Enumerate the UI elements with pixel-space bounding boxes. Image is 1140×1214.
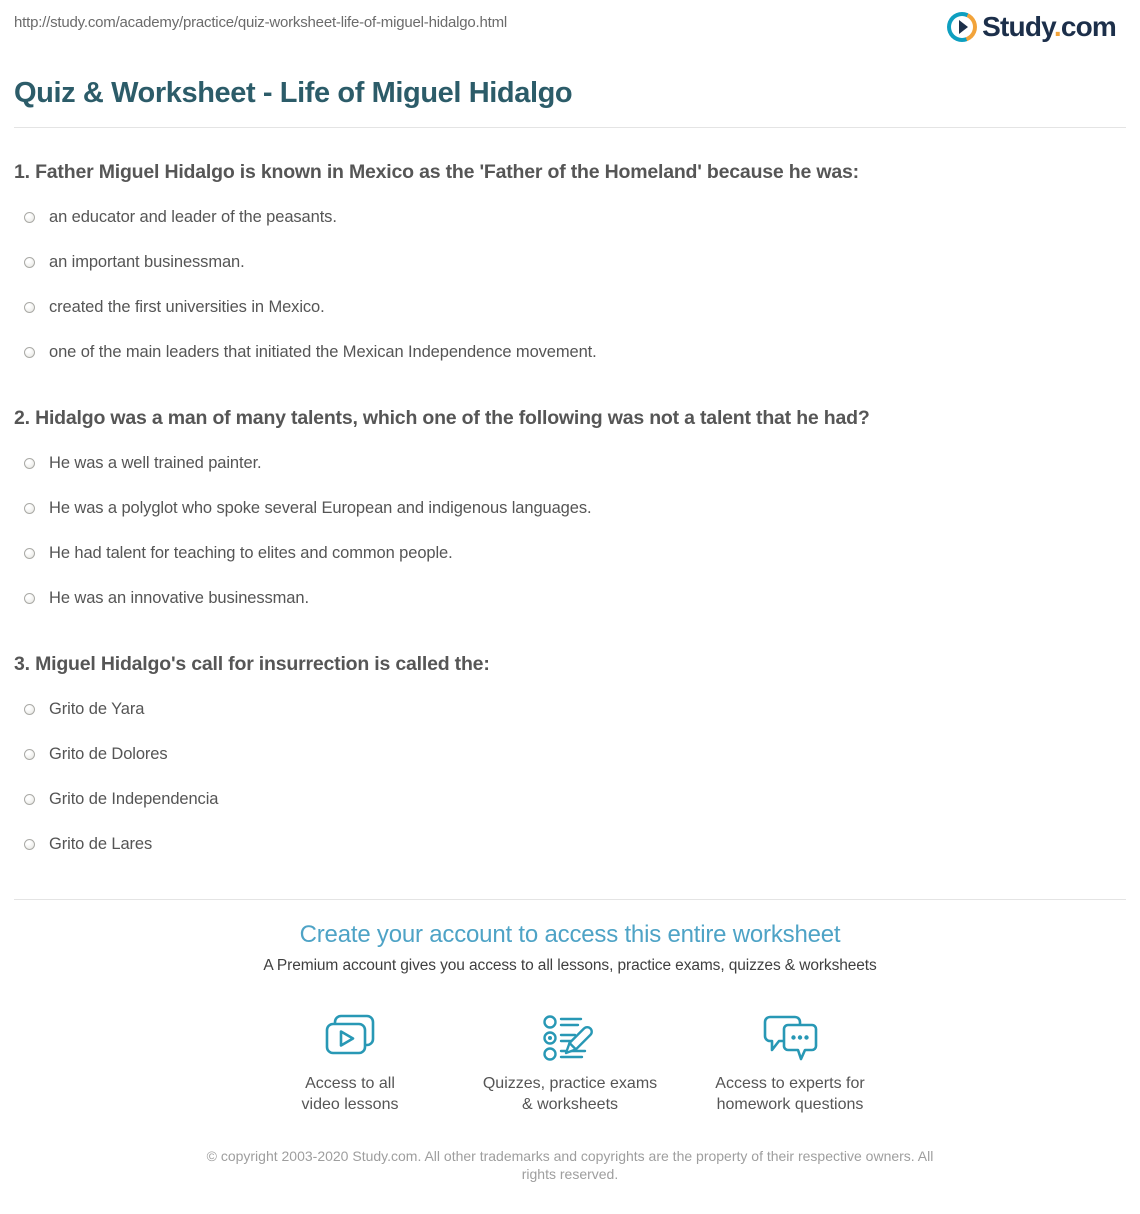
answer-option[interactable]: [14, 253, 1126, 272]
copyright-notice: © copyright 2003-2020 Study.com. All other trademarks and copyrights are the property of their respective owners. All rights reserved.: [206, 1148, 934, 1183]
feature-label-line2: homework questions: [716, 1096, 864, 1114]
answer-option[interactable]: [14, 298, 1126, 317]
answer-option[interactable]: [14, 745, 1126, 764]
answer-option[interactable]: [14, 589, 1126, 608]
quizzes-worksheets-icon: [472, 1012, 668, 1064]
studycom-logo-text: [982, 11, 1116, 43]
answer-option-label: Grito de Lares: [49, 835, 153, 853]
studycom-logo[interactable]: [947, 11, 1116, 43]
radio-button[interactable]: [24, 704, 35, 715]
answer-option-label: one of the main leaders that initiated the Mexican Independence movement.: [49, 343, 597, 361]
answer-option[interactable]: [14, 343, 1126, 362]
answer-option-label: Grito de Dolores: [49, 745, 168, 763]
radio-button[interactable]: [24, 749, 35, 760]
question-text: 3. Miguel Hidalgo's call for insurrection is called the:: [14, 653, 490, 675]
answer-option[interactable]: [14, 835, 1126, 854]
video-lessons-icon: [252, 1012, 448, 1064]
radio-button[interactable]: [24, 548, 35, 559]
radio-button[interactable]: [24, 257, 35, 268]
features-row: [0, 1012, 1140, 1115]
page-header: [0, 0, 1140, 43]
page-url: http://study.com/academy/practice/quiz-worksheet-life-of-miguel-hidalgo.html: [14, 14, 508, 31]
signup-heading: Create your account to access this entire worksheet: [299, 921, 841, 948]
answer-option-label: He was a well trained painter.: [49, 454, 262, 472]
question-1: [14, 161, 1126, 362]
radio-button[interactable]: [24, 212, 35, 223]
chat-experts-icon: [692, 1012, 888, 1064]
answer-option[interactable]: [14, 790, 1126, 809]
question-text: 1. Father Miguel Hidalgo is known in Mexico as the 'Father of the Homeland' because he was:: [14, 161, 859, 183]
answer-option-label: He was an innovative businessman.: [49, 589, 309, 607]
feature-label-line2: & worksheets: [521, 1096, 619, 1114]
answer-option[interactable]: [14, 208, 1126, 227]
feature-expert-chat: [692, 1012, 888, 1115]
feature-label-line1: Access to all: [305, 1075, 395, 1092]
answer-option-label: Grito de Yara: [49, 700, 145, 718]
answer-option[interactable]: [14, 454, 1126, 473]
answer-option-label: an important businessman.: [49, 253, 245, 271]
feature-label: [692, 1073, 888, 1115]
quiz-body: [0, 161, 1140, 854]
feature-label-line2: video lessons: [301, 1096, 399, 1114]
answer-option[interactable]: [14, 700, 1126, 719]
logo-word-com: com: [1060, 11, 1116, 42]
feature-label: [252, 1073, 448, 1115]
answer-option[interactable]: [14, 544, 1126, 563]
answer-option[interactable]: [14, 499, 1126, 518]
question-2: [14, 407, 1126, 608]
title-divider: [14, 127, 1126, 128]
answer-option-label: He was a polyglot who spoke several European and indigenous languages.: [49, 499, 592, 517]
answer-option-label: created the first universities in Mexico.: [49, 298, 325, 316]
answer-option-label: He had talent for teaching to elites and common people.: [49, 544, 453, 562]
signup-subheading: A Premium account gives you access to all lessons, practice exams, quizzes & worksheets: [263, 957, 877, 974]
radio-button[interactable]: [24, 593, 35, 604]
radio-button[interactable]: [24, 302, 35, 313]
feature-label: [472, 1073, 668, 1115]
feature-label-line1: Quizzes, practice exams: [482, 1075, 658, 1092]
answer-option-label: an educator and leader of the peasants.: [49, 208, 337, 226]
page-title: Quiz & Worksheet - Life of Miguel Hidalgo: [14, 77, 573, 109]
logo-word-study: Study: [982, 11, 1054, 42]
radio-button[interactable]: [24, 794, 35, 805]
signup-banner: [0, 900, 1140, 975]
feature-quizzes-worksheets: [472, 1012, 668, 1115]
question-3: [14, 653, 1126, 854]
radio-button[interactable]: [24, 347, 35, 358]
radio-button[interactable]: [24, 839, 35, 850]
radio-button[interactable]: [24, 458, 35, 469]
question-text: 2. Hidalgo was a man of many talents, which one of the following was not a talent that he had?: [14, 407, 870, 429]
logo-dot: .: [1053, 11, 1061, 42]
feature-label-line1: Access to experts for: [715, 1075, 865, 1092]
studycom-play-icon: [947, 12, 977, 42]
answer-option-label: Grito de Independencia: [49, 790, 219, 808]
radio-button[interactable]: [24, 503, 35, 514]
feature-video-lessons: [252, 1012, 448, 1115]
